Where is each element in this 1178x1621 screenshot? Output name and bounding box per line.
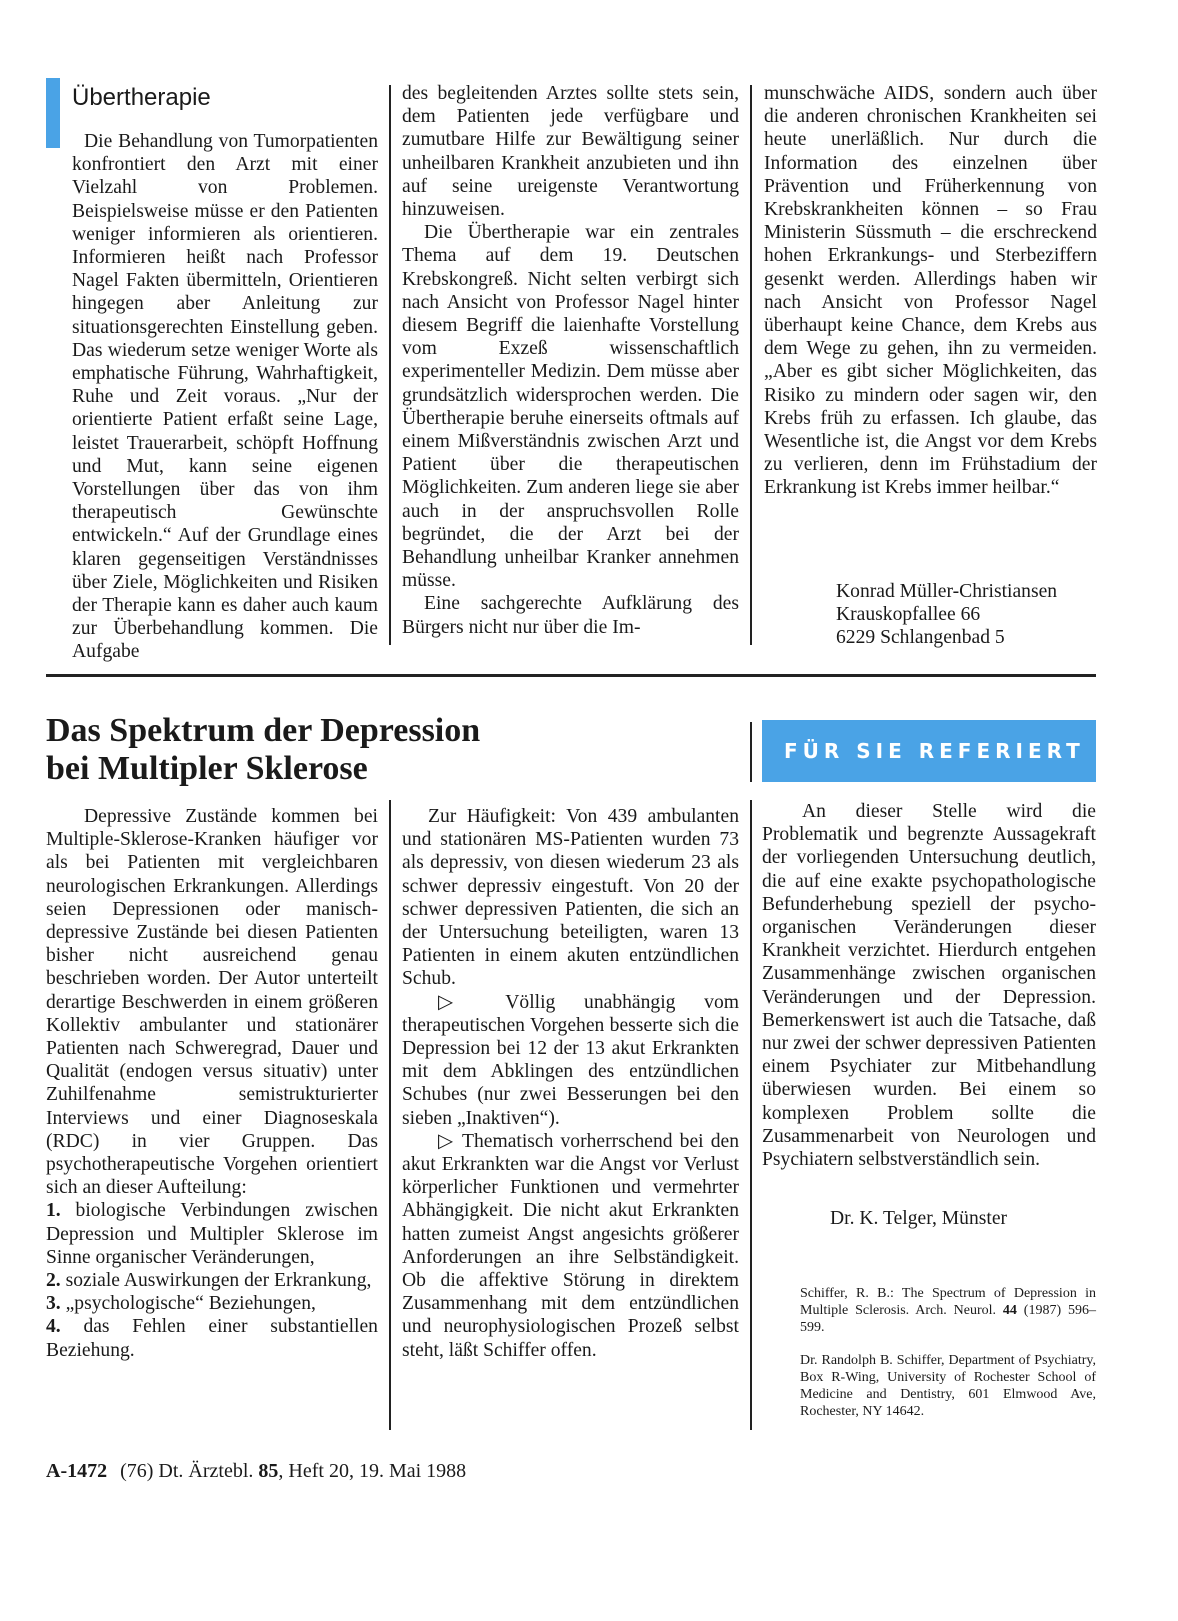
- paragraph: ▷ Thematisch vorherrschend bei den akut Erkrankten war die Angst vor Verlust körperlicher Funktionen und vermehrter Abhängigkeit. Die nicht akut Erkrankten hatten zumeist Angst angesichts größerer Anforderungen an ihre Selbständigkeit. Ob die affektive Störung in direktem Zusammenhang mit dem entzündlichen und neurophysiologischen Prozeß selbst steht, läßt Schiffer offen.: [402, 1130, 739, 1361]
- column-divider: [750, 722, 752, 782]
- column-divider: [389, 85, 391, 645]
- page-number: A-1472: [46, 1460, 108, 1482]
- reviewer-signature: Dr. K. Telger, Münster: [830, 1208, 1008, 1229]
- section-divider: [46, 674, 1096, 677]
- list-item: 4. das Fehlen einer substantiellen Beziehung.: [46, 1316, 378, 1361]
- article1-column-2: [402, 82, 739, 647]
- paragraph: munschwäche AIDS, sondern auch über die anderen chronischen Krankheiten sei heute unerläßlich. Nur durch die Information des einzelnen über Prävention und Früherkennung von Krebskrankheiten können – so Frau Ministerin Süssmuth – die erschreckend hohen Erkrankungs- und Sterbeziffern gesenkt werden. Allerdings haben wir nach Ansicht von Professor Nagel überhaupt keine Chance, dem Krebs aus dem Wege zu gehen, ihn zu vermeiden. „Aber es gibt sicher Möglichkeiten, das Risiko zu mindern oder sagen wir, den Krebs früh zu erfassen. Ich glaube, das Wesentliche ist, die Angst vor dem Krebs zu verlieren, denn im Frühstadium der Erkrankung ist Krebs immer heilbar.“: [764, 83, 1097, 499]
- paragraph: Depressive Zustände kommen bei Multiple-Sklerose-Kranken häufiger vor als bei Patienten mit vergleichbaren neurologischen Erkrankungen. Allerdings seien Depressionen oder manisch-depressive Zustände bei diesen Patienten bisher nicht ausreichend genau beschrieben worden. Der Autor unterteilt derartige Beschwerden in einem größeren Kollektiv ambulanter und stationärer Patienten nach Schweregrad, Dauer und Qualität (endogen versus situativ) unter Zuhilfenahme semistrukturierter Interviews und einer Diagnoseskala (RDC) in vier Gruppen. Das psychotherapeutische Vorgehen orientiert sich an dieser Aufteilung:: [46, 806, 378, 1199]
- article-headline: [46, 712, 480, 788]
- paragraph: Eine sachgerechte Aufklärung des Bürgers nicht nur über die Im-: [402, 593, 739, 638]
- column-divider: [750, 85, 752, 645]
- list-item: 3. „psychologische“ Beziehungen,: [46, 1293, 316, 1315]
- author-street: Krauskopfallee 66: [836, 604, 981, 626]
- paragraph: Die Behandlung von Tumorpatienten konfrontiert den Arzt mit einer Vielzahl von Problemen. Beispielsweise müsse er den Patienten weniger informieren als orientieren. Informieren heißt nach Professor Nagel Fakten übermitteln, Orientieren hingegen aber Anleitung zur situationsgerechten Einstellung geben. Das wiederum setze weniger Worte als emphatische Führung, Wahrhaftigkeit, Ruhe und Zeit voraus. „Nur der orientierte Patient erfaßt seine Lage, leistet Trauerarbeit, schöpft Hoffnung und Mut, kann seine eigenen Vorstellungen über das von ihm therapeutisch Gewünschte entwickeln.“ Auf der Grundlage eines klaren gegenseitigen Verständnisses über Ziele, Möglichkeiten und Risiken der Therapie kann es daher auch kaum zur Überbehandlung kommen. Die Aufgabe: [72, 131, 378, 663]
- section-subheading: Übertherapie: [72, 84, 211, 111]
- headline-line-2: bei Multipler Sklerose: [46, 750, 368, 787]
- author-city: 6229 Schlangenbad 5: [836, 627, 1005, 649]
- article2-column-3: [762, 800, 1096, 1220]
- author-name: Konrad Müller-Christiansen: [836, 581, 1058, 602]
- section-banner: FÜR SIE REFERIERT: [762, 720, 1096, 782]
- paragraph: Die Übertherapie war ein zentrales Thema auf dem 19. Deutschen Krebskongreß. Nicht selten verbirgt sich nach Ansicht von Professor Nagel hinter diesem Begriff die laienhafte Vorstellung vom Exzeß wissenschaftlich experimenteller Medizin. Dem müsse aber grundsätzlich widersprochen werden. Die Übertherapie beruhe einerseits oftmals auf einem Mißverständnis zwischen Arzt und Patient über die therapeutischen Möglichkeiten. Zum anderen liege sie aber auch in der anspruchsvollen Rolle begründet, die der Arzt bei der Behandlung unheilbar Kranker annehmen müsse.: [402, 222, 739, 592]
- article2-column-1: [46, 805, 378, 1435]
- page-footer: A-1472 (76) Dt. Ärztebl. 85, Heft 20, 19. Mai 1988: [46, 1460, 467, 1482]
- reference-citation: Schiffer, R. B.: The Spectrum of Depression in Multiple Sclerosis. Arch. Neurol. 44 (1987) 596–599.: [800, 1286, 1096, 1335]
- article2-column-2: [402, 805, 739, 1435]
- paragraph: ▷ Völlig unabhängig vom therapeutischen Vorgehen besserte sich die Depression bei 12 der 13 akut Erkrankten mit dem Abklingen des entzündlichen Schubes (nur zwei Besserungen bei den sieben „Inaktiven“).: [402, 991, 739, 1129]
- article1-column-3: [764, 82, 1097, 572]
- section-marker: [46, 78, 60, 148]
- paragraph: des begleitenden Arztes sollte stets sein, dem Patienten jede verfügbare und zumutbare Hilfe zur Bewältigung seiner unheilbaren Krankheit anzubieten und ihn auf seine ureigenste Verantwortung hinzuweisen.: [402, 83, 739, 221]
- column-divider: [750, 800, 752, 1430]
- author-signature: [836, 580, 1057, 650]
- headline-line-1: Das Spektrum der Depression: [46, 712, 481, 749]
- list-item: 2. soziale Auswirkungen der Erkrankung,: [46, 1270, 372, 1292]
- column-divider: [389, 800, 391, 1430]
- paragraph: Zur Häufigkeit: Von 439 ambulanten und stationären MS-Patienten wurden 73 als depressiv, von diesen wiederum 23 als schwer depressiv eingestuft. Von 20 der schwer depressiven Patienten, die sich an der Untersuchung beteiligten, waren 13 Patienten in einem akuten entzündlichen Schub.: [402, 806, 739, 990]
- paragraph: An dieser Stelle wird die Problematik und begrenzte Aussagekraft der vorliegenden Untersuchung deutlich, die auf eine exakte psychopathologische Befunderhebung speziell der psycho-organischen Veränderungen dieser Krankheit verzichtet. Hierdurch entgehen Zusammenhänge zwischen organischen Veränderungen und der Depression. Bemerkenswert ist auch die Tatsache, daß nur zwei der schwer depressiven Patienten einem Psychiater zur Mitbehandlung überwiesen wurden. Bei einem so komplexen Problem sollte die Zusammenarbeit von Neurologen und Psychiatern selbstverständlich sein.: [762, 801, 1096, 1171]
- author-address: Dr. Randolph B. Schiffer, Department of Psychiatry, Box R-Wing, University of Rochester School of Medicine and Dentistry, 601 Elmwood Ave, Rochester, NY 14642.: [800, 1353, 1096, 1419]
- list-item: 1. biologische Verbindungen zwischen Depression und Multipler Sklerose im Sinne organischer Veränderungen,: [46, 1200, 378, 1268]
- article1-column-1: [72, 130, 378, 663]
